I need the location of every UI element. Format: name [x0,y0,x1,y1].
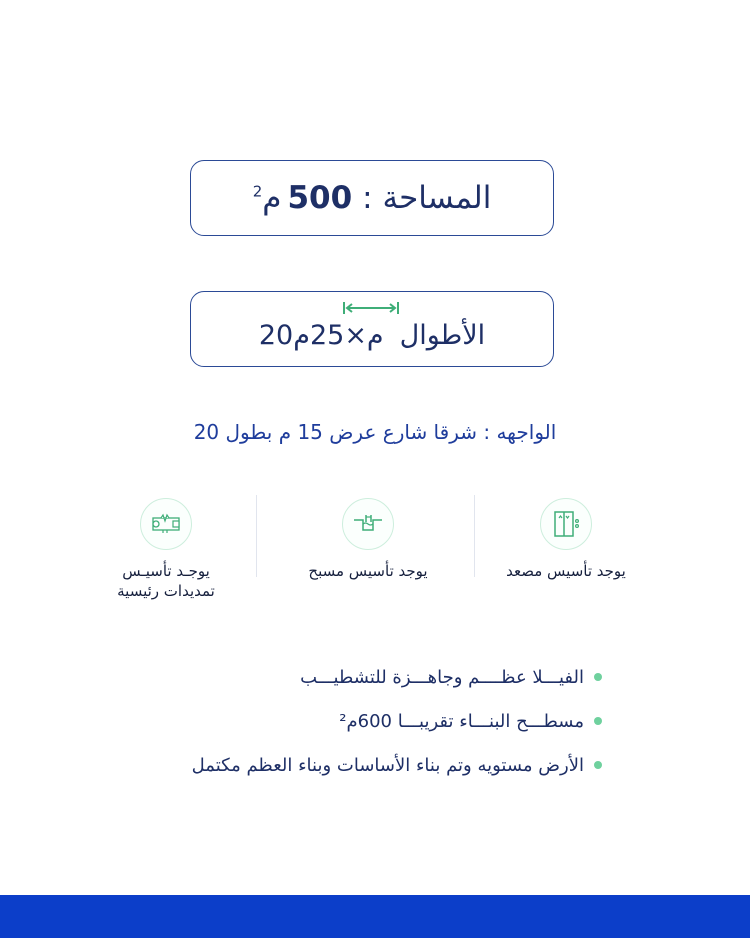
area-box [190,160,554,236]
feature-elevator [476,498,656,582]
bullet-dot [594,717,602,725]
area-unit: م$^2$ [252,180,282,216]
list-item-text: الأرض مستويه وتم بناء الأساسات وبناء العظم مكتمل [191,754,584,776]
list-item-text: الفيـــلا عظــــم وجاهـــزة للتشطيـــب [300,666,584,688]
divider [474,495,475,577]
pool-icon [342,498,394,550]
list-item [142,699,602,743]
list-item [142,655,602,699]
dimensions-line [191,320,553,351]
area-unit-exponent: 2 [252,182,263,201]
horizontal-double-arrow-icon [341,300,401,316]
dimensions-value: 20م×25م [258,320,384,351]
footer-bar [0,895,750,938]
feature-pool-label: يوجد تأسيس مسبح [308,562,428,580]
area-label: المساحة : [362,180,492,216]
divider [256,495,257,577]
bullet-dot [594,673,602,681]
feature-elevator-label: يوجد تأسيس مصعد [506,562,626,580]
area-value: 500 [287,180,353,216]
details-list [142,655,602,787]
feature-pool [278,498,458,582]
elevator-icon [540,498,592,550]
list-item-text: مسطـــح البنـــاء تقريبـــا 600م² [339,710,584,732]
list-item [142,743,602,787]
electrical-circuit-icon [140,498,192,550]
area-line [191,161,553,235]
feature-wiring-label: يوجـد تأسيـس تمديدات رئيسية [117,562,215,600]
bullet-dot [594,761,602,769]
dimensions-label: الأطوال [399,320,486,351]
dimensions-box [190,291,554,367]
facade-text: الواجهه : شرقا شارع عرض 15 م بطول 20 [193,420,557,444]
feature-wiring [76,498,256,601]
